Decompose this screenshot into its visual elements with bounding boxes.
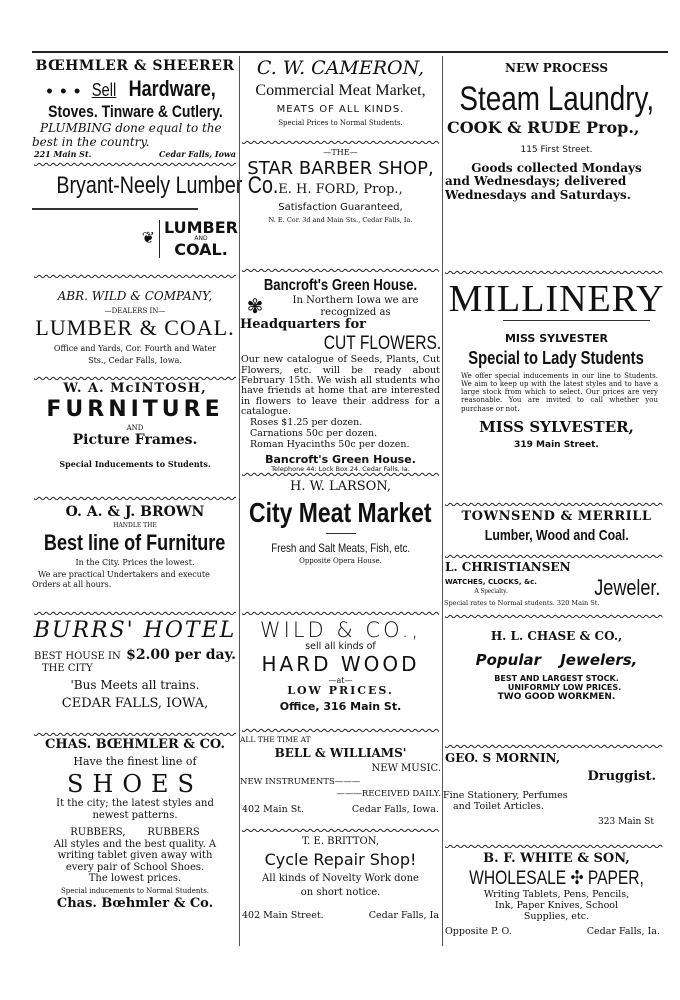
tablet-text: writing tablet given away with: [57, 850, 213, 862]
divider: [242, 266, 439, 272]
jeweler-text: Jeweler.: [594, 574, 661, 600]
ad-bryant-neely: [32, 172, 279, 259]
ad-title: O. A. & J. BROWN: [65, 504, 205, 520]
ad-title: Bryant-Neely Lumber Co.: [56, 172, 279, 199]
ad-title: STAR BARBER SHOP,: [247, 158, 434, 180]
furniture-text: FURNITURE: [46, 396, 224, 422]
wholesale-text: WHOLESALE ✣ PAPER,: [469, 867, 644, 889]
divider: [34, 494, 236, 500]
ad-title: L. CHRISTIANSEN: [445, 560, 571, 574]
text-line: Ink, Paper Knives, School: [494, 899, 619, 911]
ornament-icon: ❦: [141, 228, 156, 248]
goods-text: LUMBER & COAL.: [35, 314, 235, 340]
ad-title: BURRS' HOTEL: [33, 618, 237, 643]
ad-millinery: [443, 280, 670, 450]
ad-bancroft: [240, 276, 441, 474]
price-line: Roman Hyacinths 50c per dozen.: [250, 438, 410, 450]
ad-title: B. F. WHITE & SON,: [483, 851, 630, 866]
address: 319 Main Street.: [514, 439, 599, 450]
newest-text: newest patterns.: [92, 809, 178, 821]
market-text: Commercial Meat Market,: [255, 81, 426, 99]
ad-mcintosh: [32, 382, 238, 470]
instruments-text: NEW INSTRUMENTS———: [240, 776, 361, 787]
ad-title: H. W. LARSON,: [289, 479, 391, 494]
lowest-text: The lowest prices.: [88, 873, 182, 885]
ad-larson: [240, 480, 441, 565]
divider: [34, 374, 236, 380]
price-line: Roses $1.25 per dozen.: [250, 416, 363, 428]
ad-christiansen: [443, 561, 670, 608]
text-line: TWO GOOD WORKMEN.: [497, 692, 616, 703]
ad-title: Steam Laundry,: [459, 79, 654, 118]
ad-title: W. A. McINTOSH,: [63, 381, 207, 396]
divider: [34, 272, 236, 278]
column-3: [442, 56, 670, 946]
divider: [242, 826, 439, 832]
divider: [242, 609, 439, 615]
dealers-text: —DEALERS IN—: [104, 306, 166, 315]
popular-jewelers-text: Popular Jewelers,: [475, 650, 638, 669]
ad-chas-boehmler: [32, 738, 238, 912]
dots: • • •: [45, 84, 82, 101]
finest-text: Have the finest line of: [73, 754, 197, 768]
office-text: Office and Yards, Cor. Fourth and Water: [53, 344, 217, 354]
cut-flowers-text: CUT FLOWERS.: [323, 333, 441, 355]
signature-text: Bancroft's Green House.: [265, 452, 416, 466]
town-text: CEDAR FALLS, IOWA,: [61, 695, 209, 711]
ad-title: C. W. CAMERON,: [256, 57, 425, 79]
at-text: —at—: [328, 676, 353, 686]
goods-text: Lumber, Wood and Coal.: [484, 526, 629, 544]
ad-boehmler-sheerer: [32, 58, 238, 159]
opposite-text: Opposite Opera House.: [299, 556, 382, 565]
address: 221 Main St.: [34, 148, 92, 159]
text-line: All kinds of Novelty Work done: [262, 872, 419, 884]
text-line: and Wednesdays; delivered: [445, 174, 627, 189]
specialty-text: A Specialty.: [474, 587, 508, 596]
received-text: ———RECEIVED DAILY.: [336, 788, 441, 799]
text-line: BEST AND LARGEST STOCK.: [494, 674, 619, 684]
lumber-text: LUMBER: [164, 217, 238, 237]
divider: [242, 726, 439, 732]
ad-title: TOWNSEND & MERRILL: [461, 509, 652, 524]
stoves-text: Stoves. Tinware & Cutlery.: [47, 102, 223, 122]
address: 115 First Street.: [520, 145, 593, 156]
bus-text: 'Bus Meets all trains.: [70, 677, 200, 692]
headquarters-text: Headquarters for: [240, 317, 366, 333]
ad-title: WILD & CO.,: [259, 618, 422, 642]
price-line: Carnations 50c per dozen.: [250, 427, 378, 439]
address: 402 Main St.: [242, 804, 305, 816]
text-line: Writing Tablets, Pens, Pencils,: [483, 888, 630, 900]
text-line: on short notice.: [300, 887, 381, 899]
divider: [34, 730, 236, 736]
plumbing-text: PLUMBING done equal to the: [40, 120, 222, 135]
ad-abr-wild: [32, 290, 238, 366]
catalogue-text: Our new catalogue of Seeds, Plants, Cut Flowers, etc. will be ready about February 15th. We wish all students who have friends at home that are interested in flowers to leave their address for a catalogue.: [241, 354, 440, 418]
special-text: Special Prices to Normal Students.: [278, 118, 403, 127]
ad-white-son: [443, 852, 670, 937]
flower-icon: ✾: [246, 294, 264, 319]
ad-burrs-hotel: [32, 618, 238, 712]
meats-text: MEATS OF ALL KINDS.: [276, 104, 405, 116]
prop-text: E. H. FORD, Prop.,: [278, 181, 403, 197]
city: Cedar Falls, Ia.: [586, 925, 660, 937]
offer-text: We offer special inducements in our line to Students. We aim to keep up with the latest styles and to have a large stock from which to select. Our prices are very reasonable. You are invited to call whether you purchase or not.: [461, 372, 658, 413]
shop-text: Cycle Repair Shop!: [264, 849, 417, 869]
address: 402 Main Street.: [242, 909, 324, 921]
ad-title: BELL & WILLIAMS': [274, 745, 407, 760]
divider: [34, 609, 236, 615]
ad-chase: [443, 630, 670, 703]
column-2: [239, 56, 441, 946]
frames-text: Picture Frames.: [72, 432, 198, 449]
druggist-text: Druggist.: [587, 768, 656, 784]
city-text: THE CITY: [42, 663, 93, 675]
text-line: UNIFORMLY LOW PRICES.: [507, 683, 622, 693]
new-process-text: NEW PROCESS: [505, 61, 608, 75]
best-line-text: Best line of Furniture: [44, 529, 226, 555]
music-text: NEW MUSIC.: [371, 763, 441, 775]
divider: [34, 160, 236, 166]
text-line: and Toilet Articles.: [453, 800, 544, 812]
city: Cedar Falls, Ia: [368, 909, 439, 921]
coal-text: COAL.: [174, 239, 228, 259]
ad-title: Bancroft's Green House.: [263, 277, 418, 294]
low-prices-text: LOW PRICES.: [287, 684, 394, 698]
divider: [445, 500, 668, 506]
fresh-text: Fresh and Salt Meats, Fish, etc.: [271, 541, 410, 556]
ad-title: T. E. BRITTON,: [301, 836, 380, 847]
address: 323 Main St: [598, 816, 654, 827]
divider: [445, 842, 668, 848]
every-text: every pair of School Shoes.: [65, 861, 205, 873]
city: Cedar Falls, Iowa: [159, 148, 236, 159]
ad-mornin: [443, 752, 670, 827]
miss-sylvester-text: MISS SYLVESTER: [504, 332, 609, 345]
text-line: recognized as: [320, 306, 391, 318]
rates-text: Special rates to Normal students. 320 Main St.: [444, 599, 600, 608]
prop-text: COOK & RUDE Prop.,: [447, 117, 640, 137]
ad-title: GEO. S MORNIN,: [445, 751, 561, 765]
the-text: —THE—: [323, 148, 358, 157]
and-text: AND: [194, 234, 208, 242]
undertakers-text: We are practical Undertakers and execute: [38, 570, 210, 580]
city-text: It the city; the latest styles and: [56, 798, 214, 810]
ad-brown: [32, 504, 238, 589]
ad-cameron: [240, 58, 441, 127]
special-text: Special inducements to Normal Students.: [60, 886, 210, 895]
best-house-text: BEST HOUSE IN: [34, 651, 121, 663]
styles-text: All styles and the best quality. A: [53, 838, 217, 850]
ad-title: CHAS. BŒHMLER & CO.: [44, 737, 225, 752]
city-text: In the City. Prices the lowest.: [75, 558, 195, 568]
hardware-text: Hardware,: [128, 76, 216, 102]
text-line: Goods collected Mondays: [471, 160, 642, 175]
ad-steam-laundry: [443, 62, 670, 203]
sell-text: Sell: [91, 80, 116, 101]
text-line: Fine Stationery, Perfumes: [443, 789, 568, 801]
and-text: AND: [126, 424, 144, 433]
all-time-text: ALL THE TIME AT: [240, 735, 311, 744]
satisfaction-text: Satisfaction Guaranteed,: [278, 201, 403, 213]
signature-text: Chas. Bœhmler & Co.: [56, 895, 214, 911]
ad-bell-williams: [240, 736, 441, 816]
address: N. E. Cor. 3d and Main Sts., Cedar Falls, Ia.: [268, 216, 413, 225]
ad-wild-co: [240, 618, 441, 714]
hard-wood-text: HARD WOOD: [261, 652, 420, 677]
best-text: best in the country.: [32, 134, 150, 149]
orders-text: Orders at all hours.: [32, 579, 112, 589]
text-line: Supplies, etc.: [523, 910, 590, 922]
rubbers-text: RUBBERS: [147, 827, 200, 839]
price-text: $2.00 per day.: [126, 647, 236, 664]
special-text: Special to Lady Students: [468, 347, 645, 368]
watches-text: WATCHES, CLOCKS, &c.: [445, 578, 537, 587]
ad-britton: [240, 836, 441, 922]
office-text: Sts., Cedar Falls, Iowa.: [88, 356, 182, 366]
ad-townsend-merrill: [443, 510, 670, 544]
divider: [242, 138, 439, 144]
top-rule: [32, 51, 668, 53]
divider: [445, 552, 668, 558]
ad-title: MILLINERY: [448, 278, 665, 320]
divider: [445, 742, 668, 748]
shoes-text: SHOES: [66, 769, 203, 798]
ad-title: ABR. WILD & COMPANY,: [57, 289, 213, 303]
telephone-text: Telephone 44: Lock Box 24. Cedar Falls, Ia.: [271, 465, 410, 474]
signature-text: MISS SYLVESTER,: [479, 417, 634, 436]
city: Cedar Falls, Iowa.: [351, 804, 439, 816]
handle-text: HANDLE THE: [113, 522, 157, 530]
sell-text: sell all kinds of: [305, 641, 376, 653]
rubbers-text: RUBBERS,: [70, 827, 126, 839]
office-text: Office, 316 Main St.: [279, 699, 402, 713]
ad-star-barber: [240, 148, 441, 225]
special-text: Special Inducements to Students.: [59, 459, 211, 470]
ad-title: BŒHMLER & SHEERER: [35, 58, 235, 74]
text-line: In Northern Iowa we are: [292, 295, 419, 307]
ad-title: H. L. CHASE & CO.,: [490, 629, 623, 643]
divider: [445, 612, 668, 618]
divider: [242, 470, 439, 476]
address: Opposite P. O.: [445, 925, 512, 937]
text-line: Wednesdays and Saturdays.: [445, 188, 631, 203]
divider: [445, 268, 668, 274]
market-text: City Meat Market: [249, 496, 432, 528]
